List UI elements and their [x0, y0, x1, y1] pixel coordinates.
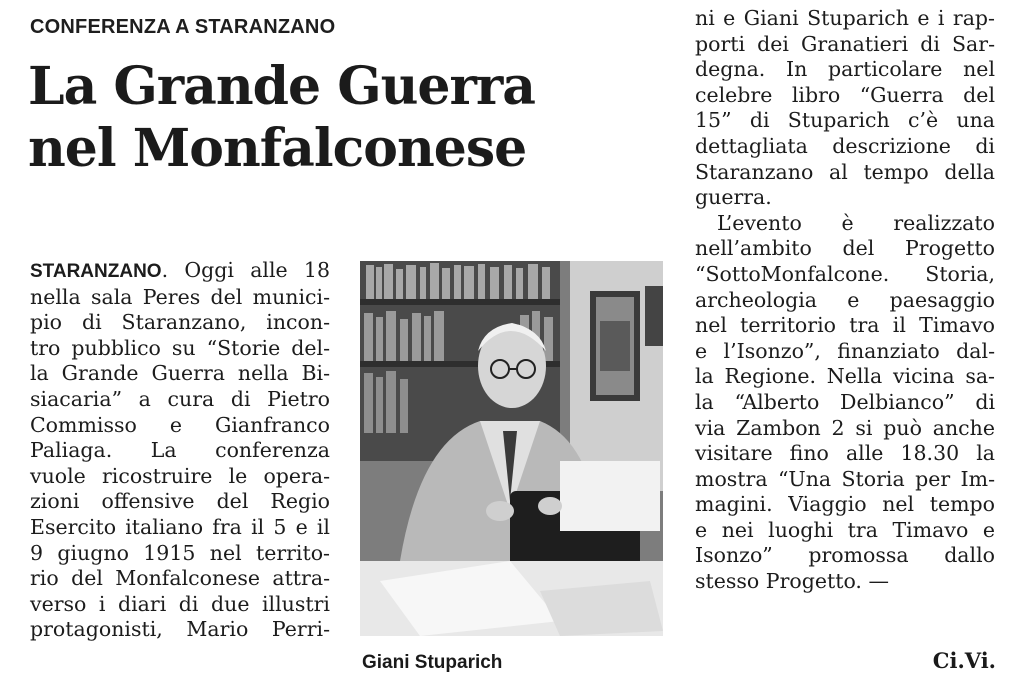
article-line: tro pubblico su “Storie del-	[30, 335, 330, 360]
article-line: la Grande Guerra nella Bi-	[30, 361, 330, 386]
article-line: celebre libro “Guerra del	[695, 82, 995, 107]
article-line: verso i diari di due illustri	[30, 591, 330, 616]
article-line: protagonisti, Mario Perri-	[30, 617, 330, 642]
author-signature: Ci.Vi.	[932, 648, 996, 673]
headline	[28, 56, 668, 180]
article-line: Isonzo” promossa dallo	[695, 543, 995, 568]
article-line: Staranzano al tempo della	[695, 159, 995, 184]
article-line: 15” di Stuparich c’è una	[695, 108, 995, 133]
article-line: la “Alberto Delbianco” di	[695, 389, 995, 414]
headline-line-1: La Grande Guerra	[28, 56, 535, 117]
article-line: dettagliata descrizione di	[695, 133, 995, 158]
article-line: e l’Isonzo”, finanziato dal-	[695, 338, 995, 363]
article-line: ni e Giani Stuparich e i rap-	[695, 6, 995, 30]
article-line: stesso Progetto. —	[695, 569, 889, 594]
article-line: zioni offensive del Regio	[30, 489, 330, 514]
dateline: STARANZANO	[30, 261, 162, 282]
article-line: e nei luoghi tra Timavo e	[695, 517, 995, 542]
article-column-left	[30, 258, 330, 643]
article-line: degna. In particolare nel	[695, 57, 995, 82]
article-line: Esercito italiano fra il 5 e il	[30, 514, 330, 539]
article-line: archeologia e paesaggio	[695, 287, 995, 312]
article-line: pio di Staranzano, incon-	[30, 310, 330, 335]
article-line: siacaria” a cura di Pietro	[30, 386, 330, 411]
article-line: nel territorio tra il Timavo	[695, 313, 995, 338]
article-line: mostra “Una Storia per Im-	[695, 466, 995, 491]
article-line: vuole ricostruire le opera-	[30, 463, 330, 488]
photo-caption: Giani Stuparich	[362, 652, 503, 673]
article-column-right	[695, 6, 995, 595]
kicker: CONFERENZA A STARANZANO	[30, 16, 336, 38]
article-line: L’evento è realizzato	[717, 210, 995, 235]
article-line: magini. Viaggio nel tempo	[695, 492, 995, 517]
article-line: 9 giugno 1915 nel territo-	[30, 540, 330, 565]
article-first-line	[30, 258, 330, 285]
article-line: visitare fino alle 18.30 la	[695, 441, 995, 466]
article-line: “SottoMonfalcone. Storia,	[695, 261, 995, 286]
article-line: . Oggi alle 18	[161, 258, 330, 282]
article-line: nella sala Peres del munici-	[30, 284, 330, 309]
article-line: Paliaga. La conferenza	[30, 438, 330, 463]
article-line: nell’ambito del Progetto	[695, 236, 995, 261]
headline-line-2: nel Monfalconese	[28, 118, 527, 179]
article-line: rio del Monfalconese attra-	[30, 566, 330, 591]
article-line: porti dei Granatieri di Sar-	[695, 31, 995, 56]
article-line: via Zambon 2 si può anche	[695, 415, 995, 440]
portrait-photo	[360, 261, 663, 636]
article-line: guerra.	[695, 185, 772, 210]
article-line: la Regione. Nella vicina sa-	[695, 364, 995, 389]
article-line: Commisso e Gianfranco	[30, 412, 330, 437]
portrait-photo-image	[360, 261, 663, 636]
